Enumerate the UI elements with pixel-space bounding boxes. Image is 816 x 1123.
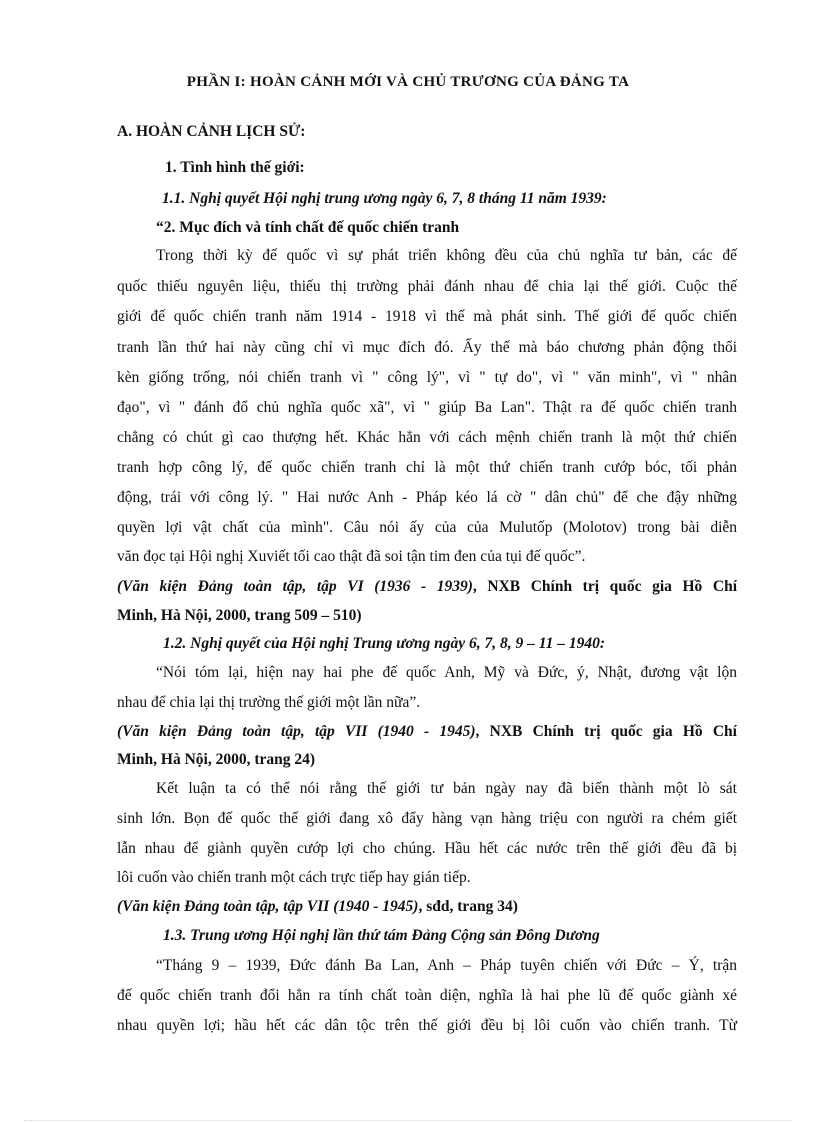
paragraph-line: đế quốc chiến tranh đổi hẳn ra tính chất toàn diện, nghĩa là hai phe lũ đế quốc giành xé	[117, 987, 737, 1004]
paragraph-line: Kết luận ta có thể nói rằng thế giới tư bản ngày nay đã biến thành một lò sát	[156, 780, 737, 797]
paragraph-line: nhau để chia lại thị trường thế giới một lần nữa”.	[117, 694, 421, 711]
heading-eighth-conference: 1.3. Trung ương Hội nghị lần thứ tám Đảng Cộng sản Đông Dương	[163, 927, 600, 944]
paragraph-line: tranh hợp công lý, đế quốc chiến tranh chỉ là một thứ chiến tranh cướp bóc, tối phản	[117, 459, 737, 476]
paragraph-line: quyền lợi vật chất của mình". Câu nói ấy của của Mulutốp (Molotov) trong bài diễn	[117, 519, 737, 536]
paragraph-line: kèn giống trống, nói chiến tranh vì " công lý", vì " tự do", vì " văn minh", vì " nhân	[117, 369, 737, 386]
citation-publisher: , sđd, trang 34)	[418, 898, 518, 915]
page-title: PHẦN I: HOÀN CẢNH MỚI VÀ CHỦ TRƯƠNG CỦA ĐẢNG TA	[186, 74, 630, 90]
citation-line: Minh, Hà Nội, 2000, trang 509 – 510)	[117, 607, 362, 624]
paragraph-line: “Nói tóm lại, hiện nay hai phe đế quốc Anh, Mỹ và Đức, ý, Nhật, đương vật lộn	[156, 664, 737, 681]
heading-resolution-1939: 1.1. Nghị quyết Hội nghị trung ương ngày 6, 7, 8 tháng 11 năm 1939:	[162, 190, 607, 207]
citation-line: (Văn kiện Đảng toàn tập, tập VII (1940 - 1945), sđd, trang 34)	[117, 898, 518, 915]
citation-line: (Văn kiện Đảng toàn tập, tập VII (1940 - 1945), NXB Chính trị quốc gia Hồ Chí	[117, 723, 737, 740]
citation-publisher: , NXB Chính trị quốc gia Hồ Chí	[475, 723, 737, 740]
citation-title: Văn kiện Đảng toàn tập, tập VII (1940 - 1945)	[122, 723, 476, 740]
citation-line: (Văn kiện Đảng toàn tập, tập VI (1936 - 1939), NXB Chính trị quốc gia Hồ Chí	[117, 578, 737, 595]
paragraph-line: tranh lần thứ hai này cũng chỉ vì mục đích đó. Ấy thế mà báo chương phản động thổi	[117, 339, 737, 356]
citation-publisher: , NXB Chính trị quốc gia Hồ Chí	[472, 578, 737, 595]
section-heading-a: A. HOÀN CẢNH LỊCH SỬ:	[117, 123, 306, 140]
paragraph-line: sinh lớn. Bọn đế quốc thế giới đang xô đẩy hàng vạn hàng triệu con người ra chém giết	[117, 810, 737, 827]
citation-line: Minh, Hà Nội, 2000, trang 24)	[117, 751, 316, 768]
paragraph-line: lôi cuốn vào chiến tranh một cách trực tiếp hay gián tiếp.	[117, 869, 471, 886]
citation-title: Văn kiện Đảng toàn tập, tập VII (1940 - 1945)	[122, 898, 419, 915]
paragraph-line: đạo", vì " đánh đổ chủ nghĩa quốc xã", vì " giúp Ba Lan". Thật ra đế quốc chiến tranh	[117, 399, 737, 416]
heading-resolution-1940: 1.2. Nghị quyết của Hội nghị Trung ương ngày 6, 7, 8, 9 – 11 – 1940:	[163, 635, 606, 652]
citation-title: Văn kiện Đảng toàn tập, tập VI (1936 - 1939)	[122, 578, 473, 595]
paragraph-line: động, trái với công lý. " Hai nước Anh - Pháp kéo lá cờ " dân chủ" để che đậy những	[117, 489, 737, 506]
page-bottom-rule	[24, 1120, 792, 1121]
paragraph-line: Trong thời kỳ đế quốc vì sự phát triển không đều của chủ nghĩa tư bản, các đế	[156, 247, 737, 264]
heading-world-situation: 1. Tình hình thế giới:	[165, 159, 305, 176]
heading-purpose-war: “2. Mục đích và tính chất đế quốc chiến tranh	[156, 219, 460, 236]
paragraph-line: giới đế quốc chiến tranh năm 1914 - 1918 vì thế mà phát sinh. Thế giới đế quốc chiến	[117, 308, 737, 325]
paragraph-line: “Tháng 9 – 1939, Đức đánh Ba Lan, Anh – Pháp tuyên chiến với Đức – Ý, trận	[156, 957, 737, 974]
paragraph-line: lẫn nhau để giành quyền cướp lợi cho chúng. Hầu hết các nước trên thế giới đều đã bị	[117, 840, 737, 857]
paragraph-line: chẳng có chút gì cao thượng hết. Khác hẳn với cách mệnh chiến tranh là một thứ chiến	[117, 429, 737, 446]
paragraph-line: quốc thiếu nguyên liệu, thiếu thị trường phải đánh nhau để chia lại thế giới. Cuộc thế	[117, 278, 737, 295]
paragraph-line: nhau quyền lợi; hầu hết các dân tộc trên thế giới đều bị lôi cuốn vào chiến tranh. Từ	[117, 1017, 737, 1034]
paragraph-line: văn đọc tại Hội nghị Xuviết tối cao thật đã soi tận tim đen của tụi đế quốc”.	[117, 548, 586, 565]
